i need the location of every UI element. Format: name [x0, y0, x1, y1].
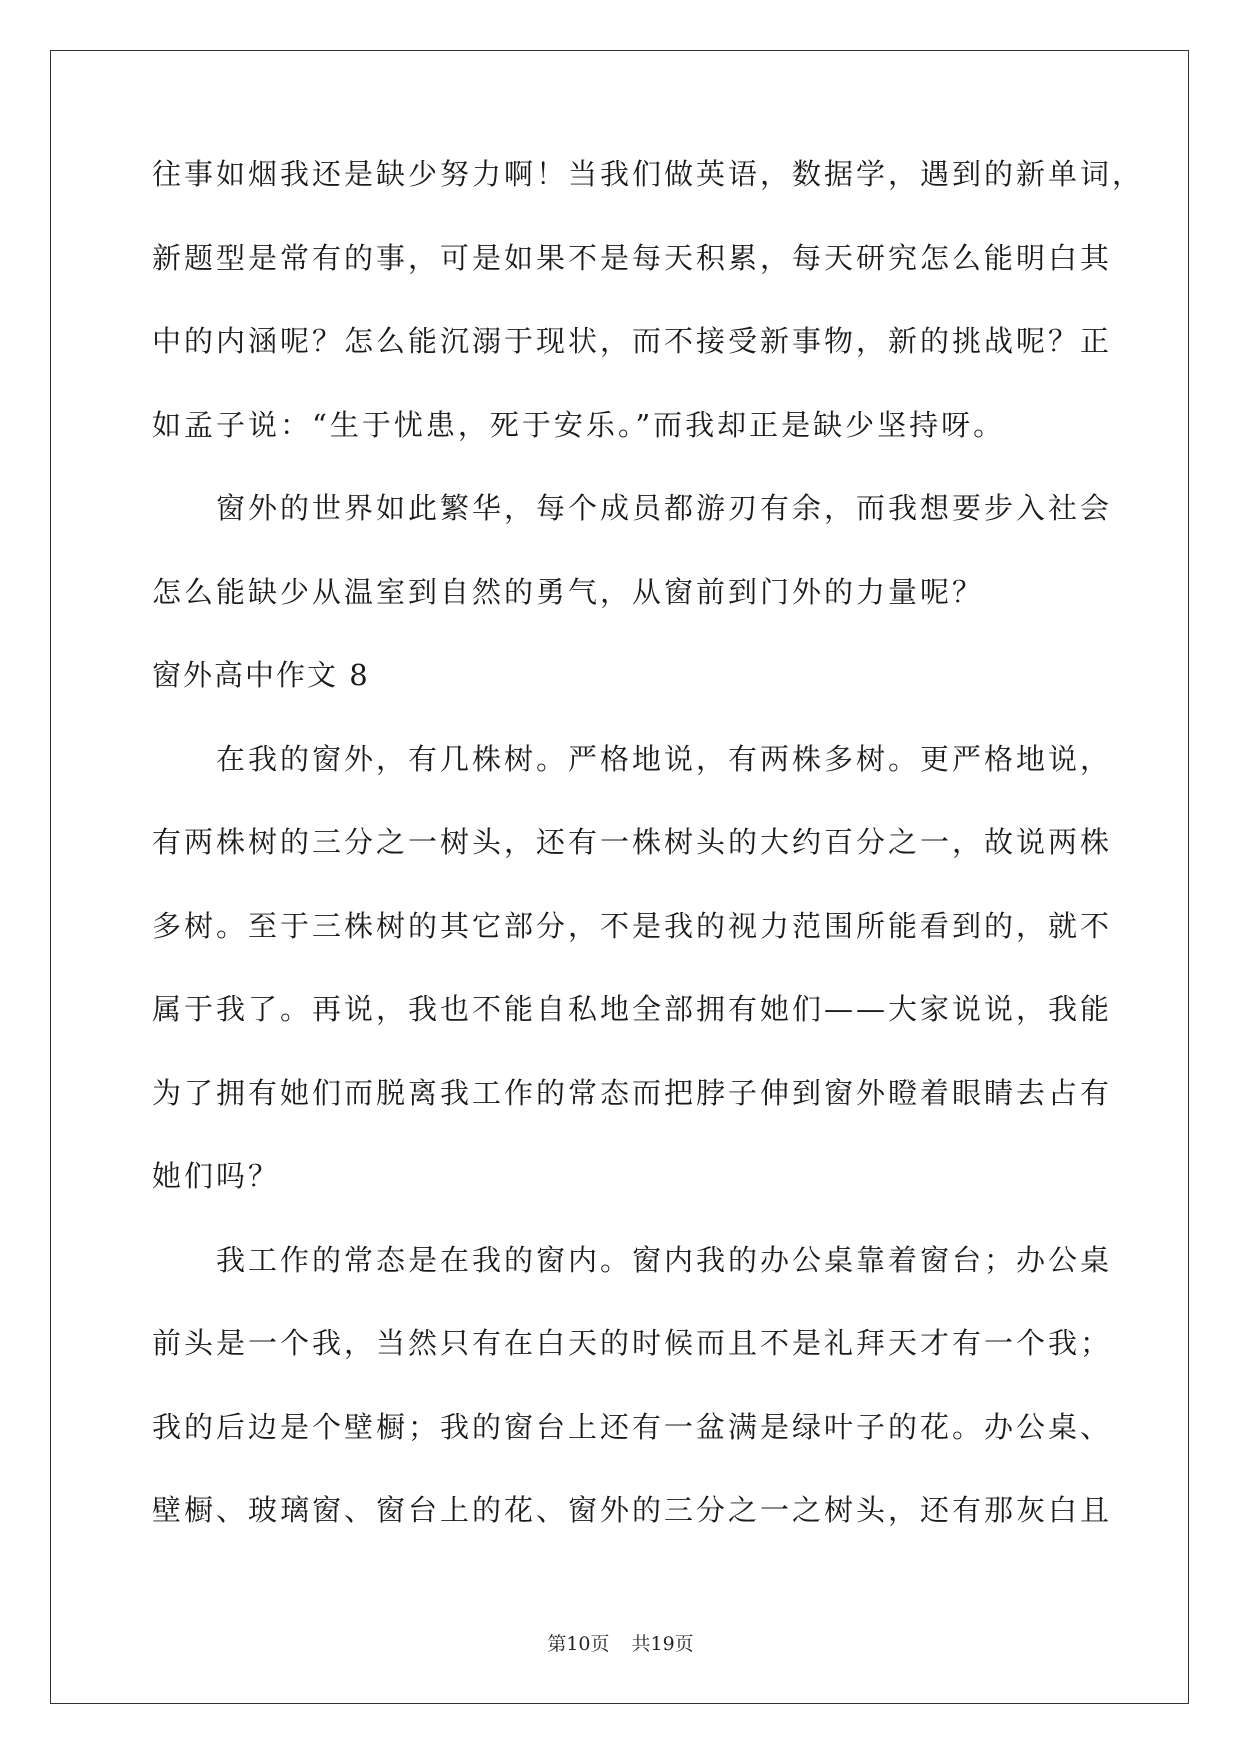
text-line: 前头是一个我，当然只有在白天的时候而且不是礼拜天才有一个我； — [152, 1326, 1113, 1360]
text-line: 往事如烟我还是缺少努力啊！当我们做英语，数据学，遇到的新单词， — [152, 157, 1145, 191]
text-line: 我工作的常态是在我的窗内。窗内我的办公桌靠着窗台；办公桌 — [216, 1242, 1113, 1277]
section-heading: 窗外高中作文 8 — [152, 658, 370, 692]
text-line: 她们吗？ — [152, 1159, 281, 1193]
text-line: 为了拥有她们而脱离我工作的常态而把脖子伸到窗外瞪着眼睛去占有 — [152, 1075, 1113, 1110]
document-body — [152, 157, 1145, 1580]
text-line: 我的后边是个壁橱；我的窗台上还有一盆满是绿叶子的花。办公桌、 — [152, 1409, 1113, 1444]
text-line: 窗外的世界如此繁华，每个成员都游刃有余，而我想要步入社会 — [216, 491, 1113, 525]
text-line: 中的内涵呢？怎么能沉溺于现状，而不接受新事物，新的挑战呢？正 — [152, 324, 1113, 358]
text-line: 怎么能缺少从温室到自然的勇气，从窗前到门外的力量呢？ — [152, 574, 985, 609]
text-line: 新题型是常有的事，可是如果不是每天积累，每天研究怎么能明白其 — [152, 240, 1113, 275]
page-total: 共19页 — [631, 1633, 694, 1655]
text-line: 有两株树的三分之一树头，还有一株树头的大约百分之一，故说两株 — [152, 825, 1113, 859]
page-footer — [0, 1629, 1241, 1656]
text-line: 壁橱、玻璃窗、窗台上的花、窗外的三分之一之树头，还有那灰白且 — [152, 1493, 1113, 1527]
text-line: 属于我了。再说，我也不能自私地全部拥有她们——大家说说，我能 — [152, 992, 1113, 1026]
text-line: 在我的窗外，有几株树。严格地说，有两株多树。更严格地说， — [216, 741, 1113, 776]
page-number: 第10页 — [547, 1633, 610, 1655]
text-line: 如孟子说：“生于忧患，死于安乐。”而我却正是缺少坚持呀。 — [152, 407, 1006, 442]
text-line: 多树。至于三株树的其它部分，不是我的视力范围所能看到的，就不 — [152, 908, 1113, 943]
